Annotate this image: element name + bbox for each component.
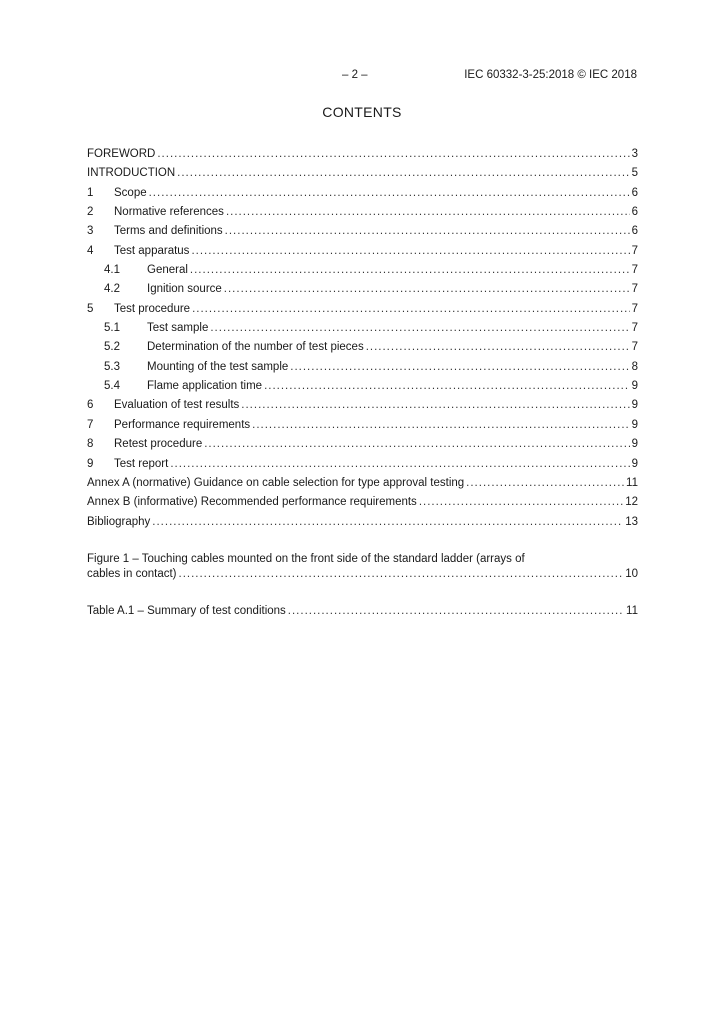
table-entry[interactable] <box>87 602 638 621</box>
toc-entry-number: 8 <box>87 438 94 451</box>
toc-entry-page: 9 <box>631 399 638 412</box>
toc-leader-dots <box>210 319 629 338</box>
toc-entry-page: 7 <box>631 264 638 277</box>
page-header <box>0 69 724 83</box>
toc-leader-dots <box>177 164 629 183</box>
toc-entry-page: 5 <box>631 167 638 180</box>
toc-entry-number: 2 <box>87 206 94 219</box>
table-entry-page: 11 <box>626 604 638 617</box>
standard-reference: IEC 60332-3-25:2018 © IEC 2018 <box>464 69 637 81</box>
toc-entry-label: Terms and definitions <box>114 225 223 238</box>
toc-entry[interactable] <box>87 280 638 299</box>
toc-entry[interactable] <box>87 300 638 319</box>
toc-entry[interactable] <box>87 242 638 261</box>
toc-entry-number: 5.2 <box>104 341 120 354</box>
toc-leader-dots <box>241 396 629 415</box>
toc-entry-page: 7 <box>631 244 638 257</box>
toc-entry-page: 3 <box>631 148 638 160</box>
toc-entry[interactable] <box>87 184 638 203</box>
figure-entry[interactable] <box>87 552 638 582</box>
toc-entry-page: 7 <box>631 302 638 315</box>
toc-entry-label: Test apparatus <box>114 244 190 257</box>
toc-entry[interactable] <box>87 493 638 512</box>
toc-entry-label: General <box>147 264 188 277</box>
page-number: – 2 – <box>342 69 368 81</box>
toc-leader-dots <box>419 493 623 512</box>
figure-entry-caption-line1: Figure 1 – Touching cables mounted on the front side of the standard ladder (arrays of <box>87 552 525 565</box>
toc-leader-dots <box>366 338 630 357</box>
toc-entry-page: 11 <box>626 476 638 489</box>
toc-entry-number: 5.1 <box>104 322 120 335</box>
toc-leader-dots <box>264 377 630 396</box>
toc-entry-number: 4.2 <box>104 283 120 296</box>
list-of-tables <box>87 602 638 621</box>
toc-entry-page: 9 <box>631 457 638 470</box>
contents-title: CONTENTS <box>322 104 402 120</box>
toc-entry-page: 7 <box>631 283 638 296</box>
toc-entry[interactable] <box>87 474 638 493</box>
toc-leader-dots <box>225 222 630 241</box>
toc-entry-label: Normative references <box>114 206 224 219</box>
toc-entry[interactable] <box>87 164 638 183</box>
toc-entry-number: 7 <box>87 418 94 431</box>
toc-leader-dots <box>226 203 630 222</box>
toc-leader-dots <box>192 300 630 319</box>
toc-entry[interactable] <box>87 377 638 396</box>
toc-entry-page: 13 <box>625 515 638 528</box>
toc-leader-dots <box>252 416 629 435</box>
toc-entry-label: Ignition source <box>147 283 222 296</box>
toc-entry-page: 6 <box>631 186 638 199</box>
toc-entry-label: Mounting of the test sample <box>147 360 289 373</box>
toc-entry-label: Test procedure <box>114 302 191 315</box>
toc-entry-label: Test sample <box>147 322 209 335</box>
toc-leader-dots <box>466 474 624 493</box>
toc-leader-dots <box>190 261 630 280</box>
toc-entry-number: 4.1 <box>104 264 120 277</box>
toc-entry-number: 5 <box>87 302 94 315</box>
toc-entry-number: 6 <box>87 399 94 412</box>
toc-leader-dots <box>290 358 629 377</box>
toc-entry-page: 7 <box>631 341 638 354</box>
toc-entry-page: 7 <box>631 322 638 335</box>
toc-entry[interactable] <box>87 455 638 474</box>
toc-entry-page: 9 <box>631 418 638 431</box>
toc-entry-page: 9 <box>631 438 638 451</box>
toc-entry[interactable] <box>87 396 638 415</box>
toc-entry[interactable] <box>87 261 638 280</box>
toc-entry[interactable] <box>87 319 638 338</box>
toc-leader-dots <box>224 280 630 299</box>
toc-entry-label: Test report <box>114 457 169 470</box>
toc-entry[interactable] <box>87 358 638 377</box>
toc-entry-page: 6 <box>631 206 638 219</box>
toc-entry-label: Annex B (informative) Recommended performance requirements <box>87 496 417 509</box>
table-entry-label: Table A.1 – Summary of test conditions <box>87 604 286 617</box>
toc-entry[interactable] <box>87 513 638 532</box>
toc-leader-dots <box>152 513 623 532</box>
toc-entry-label: Determination of the number of test pieces <box>147 341 364 354</box>
toc-entry-label: FOREWORD <box>87 148 156 160</box>
toc-entry-label: Performance requirements <box>114 418 251 431</box>
toc-entry[interactable] <box>87 203 638 222</box>
toc-leader-dots <box>191 242 629 261</box>
toc-leader-dots <box>157 145 629 164</box>
toc-entry-label: Annex A (normative) Guidance on cable selection for type approval testing <box>87 476 465 489</box>
toc-entry-number: 1 <box>87 186 94 199</box>
toc-entry-number: 3 <box>87 225 94 238</box>
toc-entry[interactable] <box>87 145 638 164</box>
toc-entry[interactable] <box>87 338 638 357</box>
toc-entry[interactable] <box>87 416 638 435</box>
figure-leader-dots <box>179 567 624 582</box>
toc-leader-dots <box>170 455 629 474</box>
toc-entry-label: Flame application time <box>147 380 263 393</box>
toc-entry-label: Bibliography <box>87 515 151 528</box>
toc-leader-dots <box>149 184 630 203</box>
table-of-contents <box>87 145 638 621</box>
toc-entry-label: Scope <box>114 186 147 199</box>
toc-entry-page: 8 <box>631 360 638 373</box>
toc-entry-label: Retest procedure <box>114 438 203 451</box>
toc-entry-number: 5.3 <box>104 360 120 373</box>
table-leader-dots <box>288 602 624 621</box>
toc-entry-number: 4 <box>87 244 94 257</box>
toc-entry-page: 6 <box>631 225 638 238</box>
toc-entry[interactable] <box>87 435 638 454</box>
toc-entry-label: Evaluation of test results <box>114 399 240 412</box>
toc-entry-label: INTRODUCTION <box>87 167 176 180</box>
toc-entry-page: 12 <box>625 496 638 509</box>
figure-entry-caption-line2-row <box>87 567 638 582</box>
toc-list <box>87 145 638 532</box>
list-of-figures <box>87 552 638 582</box>
toc-leader-dots <box>204 435 629 454</box>
figure-entry-page: 10 <box>625 567 638 580</box>
toc-entry-number: 5.4 <box>104 380 120 393</box>
toc-entry-number: 9 <box>87 457 94 470</box>
toc-entry-page: 9 <box>631 380 638 393</box>
toc-entry[interactable] <box>87 222 638 241</box>
figure-entry-caption-line2: cables in contact) <box>87 567 177 580</box>
